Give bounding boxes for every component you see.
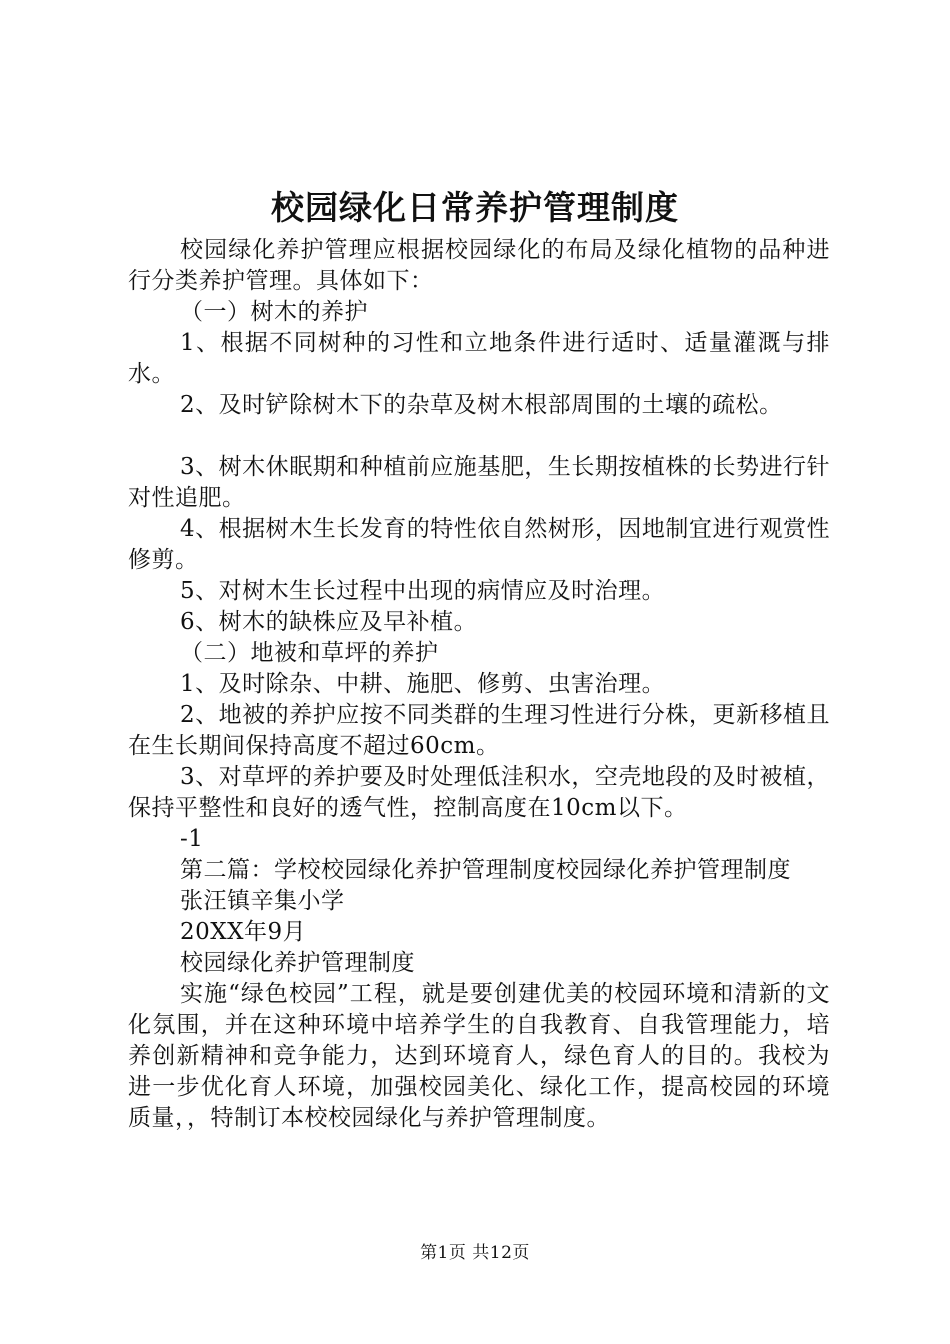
tree-item-2: 2、及时铲除树木下的杂草及树木根部周围的土壤的疏松。 — [180, 392, 783, 418]
document-body — [128, 235, 830, 1134]
page-marker: -1 — [180, 826, 204, 852]
tree-item-1: 1、根据不同树种的习性和立地条件进行适时、适量灌溉与排水。 — [128, 330, 830, 387]
tree-item-3: 3、树木休眠期和种植前应施基肥，生长期按植株的长势进行针对性追肥。 — [128, 454, 830, 511]
section-heading-trees: （一）树木的养护 — [180, 299, 368, 325]
groundcover-item-3: 3、对草坪的养护要及时处理低洼积水，空壳地段的及时被植，保持平整性和良好的透气性，控制高度在10cm以下。 — [128, 764, 830, 821]
school-name: 张汪镇辛集小学 — [180, 888, 345, 914]
second-article-body: 实施“绿色校园”工程，就是要创建优美的校园环境和清新的文化氛围，并在这种环境中培养学生的自我教育、自我管理能力，培养创新精神和竞争能力，达到环境育人，绿色育人的目的。我校为进一步优化育人环境，加强校园美化、绿化工作，提高校园的环境质量，，特制订本校校园绿化与养护管理制度。 — [128, 981, 830, 1131]
tree-item-5: 5、对树木生长过程中出现的病情应及时治理。 — [180, 578, 666, 604]
page-footer: 第1页 共12页 — [420, 1243, 530, 1263]
tree-item-4: 4、根据树木生长发育的特性依自然树形，因地制宜进行观赏性修剪。 — [128, 516, 830, 573]
groundcover-item-2: 2、地被的养护应按不同类群的生理习性进行分株，更新移植且在生长期间保持高度不超过60cm。 — [128, 702, 830, 759]
document-date: 20XX年9月 — [180, 919, 307, 945]
second-article-title: 校园绿化养护管理制度 — [180, 950, 415, 976]
intro-paragraph: 校园绿化养护管理应根据校园绿化的布局及绿化植物的品种进行分类养护管理。具体如下： — [128, 237, 830, 294]
document-title: 校园绿化日常养护管理制度 — [271, 188, 679, 227]
groundcover-item-1: 1、及时除杂、中耕、施肥、修剪、虫害治理。 — [180, 671, 666, 697]
section-heading-groundcover: （二）地被和草坪的养护 — [180, 640, 439, 666]
second-article-heading: 第二篇：学校校园绿化养护管理制度校园绿化养护管理制度 — [180, 857, 791, 883]
tree-item-6: 6、树木的缺株应及早补植。 — [180, 609, 478, 635]
